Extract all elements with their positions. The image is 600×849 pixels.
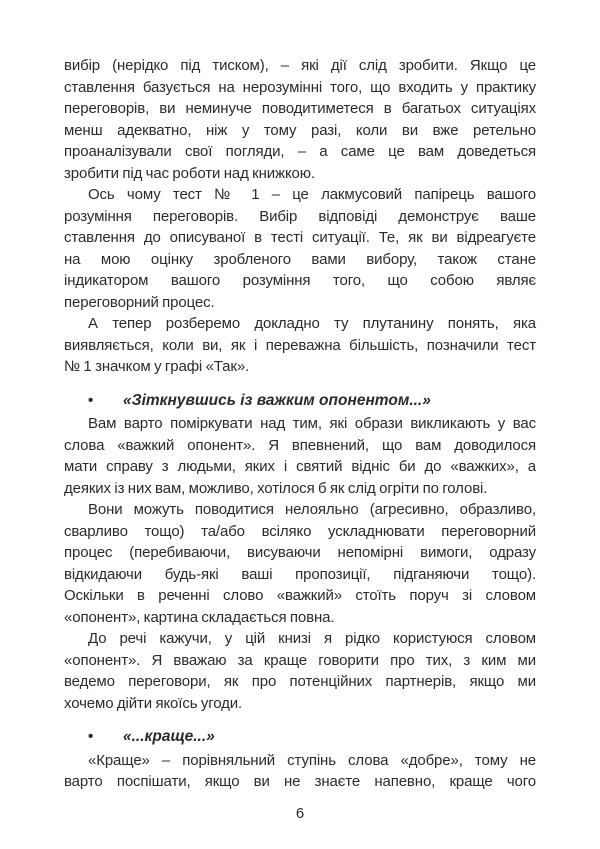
paragraph-line: розуміння переговорів. Вибір відповіді демонструє ваше <box>64 207 536 225</box>
paragraph <box>64 628 536 714</box>
paragraph-line: ставлення базується на нерозумінні того, що входить у практику <box>64 78 536 96</box>
paragraph-line: проаналізували свої погляди, – а саме це вам доведеться <box>64 143 536 160</box>
paragraph <box>64 184 536 313</box>
paragraph-line: «Краще» – порівняльний ступінь слова «добре», тому не <box>88 751 536 769</box>
paragraph-line: Оскільки в реченні слово «важкий» стоїть поруч зі словом <box>64 587 536 604</box>
paragraph-line: «опонент», картина складається повна. <box>64 608 335 626</box>
paragraph-line: переговорів, ви неминуче поводитиметеся в багатьох ситуаціях <box>64 100 536 117</box>
paragraph-line: варто поспішати, якщо ви не знаєте напевно, краще чого <box>64 773 536 790</box>
paragraph-line: вибір (нерідко під тиском), – які дії слід зробити. Якщо це <box>64 57 536 74</box>
paragraph-line: А тепер розберемо докладно ту плутанину понять, яка <box>88 315 536 332</box>
section-heading <box>64 726 536 748</box>
paragraph-line: Вам варто поміркувати над тим, які образи викликають у вас <box>88 415 536 432</box>
paragraph-line: відкидаючи будь-які ваші пропозиції, підганяючи тощо). <box>64 565 536 583</box>
paragraph-line: Вони можуть поводитися нелояльно (агресивно, образливо, <box>88 501 536 518</box>
paragraph <box>64 413 536 499</box>
paragraph-line: процес (перебиваючи, висуваючи непомірні вимоги, одразу <box>64 544 536 561</box>
section-heading-text: «Зіткнувшись із важким опонентом...» <box>123 391 431 409</box>
paragraph-line: індикатором вашого розуміння того, що собою являє <box>64 272 536 289</box>
paragraph-line: До речі кажучи, у цій книзі я рідко користуюся словом <box>88 630 536 647</box>
paragraph-line: хочемо дійти якоїсь угоди. <box>64 694 243 712</box>
paragraph <box>64 55 536 184</box>
paragraph-line: сварливо тощо) та/або всіляко ускладнювати переговорний <box>64 522 536 540</box>
paragraph-line: на мою оцінку зробленого вами вибору, також стане <box>64 250 536 268</box>
bullet-icon: • <box>88 391 94 409</box>
paragraph-line: № 1 значком у графі «Так». <box>64 358 250 375</box>
paragraph-line: виявляється, коли ви, як і переважна більшість, позначили тест <box>64 336 536 354</box>
paragraph-line: ведемо переговори, як про потенційних партнерів, якщо ми <box>64 673 536 690</box>
paragraph-line: ставлення до описуваної в тесті ситуації. Те, як ви відреагуєте <box>64 229 536 246</box>
paragraph <box>64 499 536 628</box>
paragraph-line: Ось чому тест № 1 – це лакмусовий папірець вашого <box>88 186 536 203</box>
section-heading-text: «...краще...» <box>123 728 215 745</box>
paragraph-line: слова «важкий опонент». Я впевнений, що вам доводилося <box>64 436 536 454</box>
page-number: 6 <box>295 805 305 822</box>
paragraph-line: деяких із них вам, можливо, хотілося б як слід огріти по голові. <box>64 479 488 497</box>
paragraph <box>64 313 536 378</box>
paragraph-line: менш адекватно, ніж у тому разі, коли ви вже ретельно <box>64 121 536 139</box>
paragraph-line: переговорний процес. <box>64 293 215 311</box>
paragraph-line: «опонент». Я вважаю за краще говорити про тих, з ким ми <box>64 651 536 669</box>
paragraph <box>64 750 536 793</box>
section-heading <box>64 390 536 412</box>
paragraph-line: мати справу з людьми, яких і святий відніс би до «важких», а <box>64 458 536 475</box>
text-block <box>64 55 536 793</box>
bullet-icon: • <box>88 728 94 745</box>
paragraph-line: зробити під час роботи над книжкою. <box>64 164 315 182</box>
